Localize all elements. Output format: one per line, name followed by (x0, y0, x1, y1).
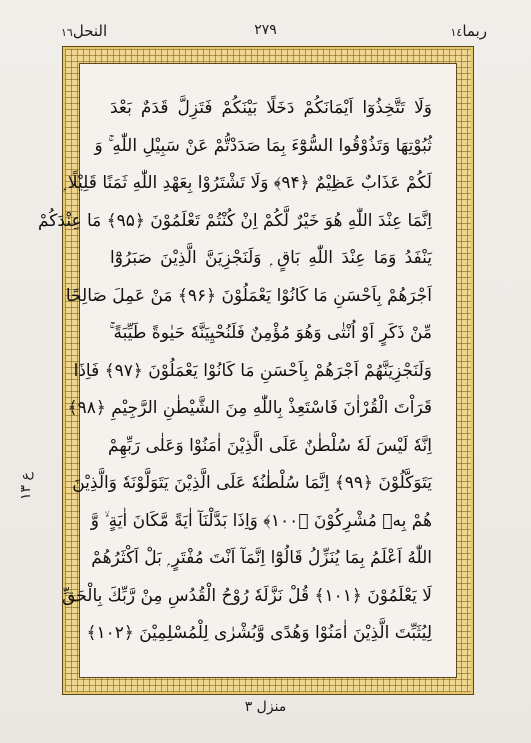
text-line: اِنَّهٗ لَيْسَ لَهٗ سُلْطٰنٌ عَلَى الَّذِيْنَ اٰمَنُوْا وَعَلٰى رَبِّهِمْ (108, 435, 432, 456)
juz-name: ربما (462, 22, 487, 40)
text-line: ثُبُوْتِهَا وَتَذُوْقُوا السُّوْٓءَ بِمَا صَدَدْتُّمْ عَنْ سَبِيْلِ اللّٰهِ ۚ وَ (94, 135, 432, 156)
text-line: مِّنْ ذَكَرٍ اَوْ اُنْثٰى وَهُوَ مُؤْمِنٌ فَلَنُحْيِيَنَّهٗ حَيٰوةً طَيِّبَةً ۚ (109, 323, 432, 343)
text-line: يَتَوَكَّلُوْنَ ﴿۹۹﴾ اِنَّمَا سُلْطٰنُهٗ عَلَى الَّذِيْنَ يَتَوَلَّوْنَهٗ وَالَّذِيْنَ (72, 473, 432, 493)
text-line: اَجْرَهُمْ بِاَحْسَنِ مَا كَانُوْا يَعْمَلُوْنَ ﴿۹۶﴾ مَنْ عَمِلَ صَالِحًا (65, 285, 432, 306)
ruku-margin-marker: ع ١٣ (18, 472, 34, 500)
text-line: يَنْفَدُ وَمَا عِنْدَ اللّٰهِ بَاقٍ ۭ وَلَنَجْزِيَنَّ الَّذِيْنَ صَبَرُوْٓا (110, 248, 432, 268)
text-line: وَلَا تَتَّخِذُوٓا اَيْمَانَكُمْ دَخَلًا بَيْنَكُمْ فَتَزِلَّ قَدَمٌ بَعْدَ (110, 98, 432, 118)
header-surah-name (58, 22, 107, 40)
page-number: ٢٧٩ (254, 22, 277, 38)
surah-name: النحل (72, 22, 108, 40)
text-line: اِنَّمَا عِنْدَ اللّٰهِ هُوَ خَيْرٌ لَّكُمْ اِنْ كُنْتُمْ تَعْلَمُوْنَ ﴿۹۵﴾ مَا عِنْدَكُمْ (37, 210, 432, 231)
text-line: قَرَاْتَ الْقُرْاٰنَ فَاسْتَعِذْ بِاللّٰهِ مِنَ الشَّيْطٰنِ الرَّجِيْمِ ﴿۹۸﴾ (67, 398, 432, 418)
text-line: هُمْ بِهٖ مُشْرِكُوْنَ ﴿۱۰۰﴾ وَاِذَا بَدَّلْنَآ اٰيَةً مَّكَانَ اٰيَةٍ ۙ وَّ (90, 510, 432, 531)
surah-number: ١٦ (61, 26, 73, 39)
decorative-border-frame (37, 46, 474, 695)
juz-number: ١٤ (450, 26, 463, 39)
text-line: لِيُثَبِّتَ الَّذِيْنَ اٰمَنُوْا وَهُدًى وَّبُشْرٰى لِلْمُسْلِمِيْنَ ﴿۱۰۲﴾ (86, 623, 432, 643)
text-line: لَا يَعْلَمُوْنَ ﴿۱۰۱﴾ قُلْ نَزَّلَهٗ رُوْحُ الْقُدُسِ مِنْ رَّبِّكَ بِالْحَقِّ (62, 585, 432, 606)
text-panel (37, 63, 457, 678)
text-line: اللّٰهُ اَعْلَمُ بِمَا يُنَزِّلُ قَالُوْٓا اِنَّمَآ اَنْتَ مُفْتَرٍ ۭ بَلْ اَكْثَرُهُمْ (91, 548, 432, 568)
text-line: لَكُمْ عَذَابٌ عَظِيْمٌ ﴿۹۴﴾ وَلَا تَشْتَرُوْا بِعَهْدِ اللّٰهِ ثَمَنًا قَلِيْلًا ۭ (63, 173, 432, 193)
quran-text-block (37, 90, 432, 657)
text-line: وَلَنَجْزِيَنَّهُمْ اَجْرَهُمْ بِاَحْسَنِ مَا كَانُوْا يَعْمَلُوْنَ ﴿۹۷﴾ فَاِذَا (73, 360, 432, 381)
manzil-footer: منزل ٣ (244, 699, 287, 715)
